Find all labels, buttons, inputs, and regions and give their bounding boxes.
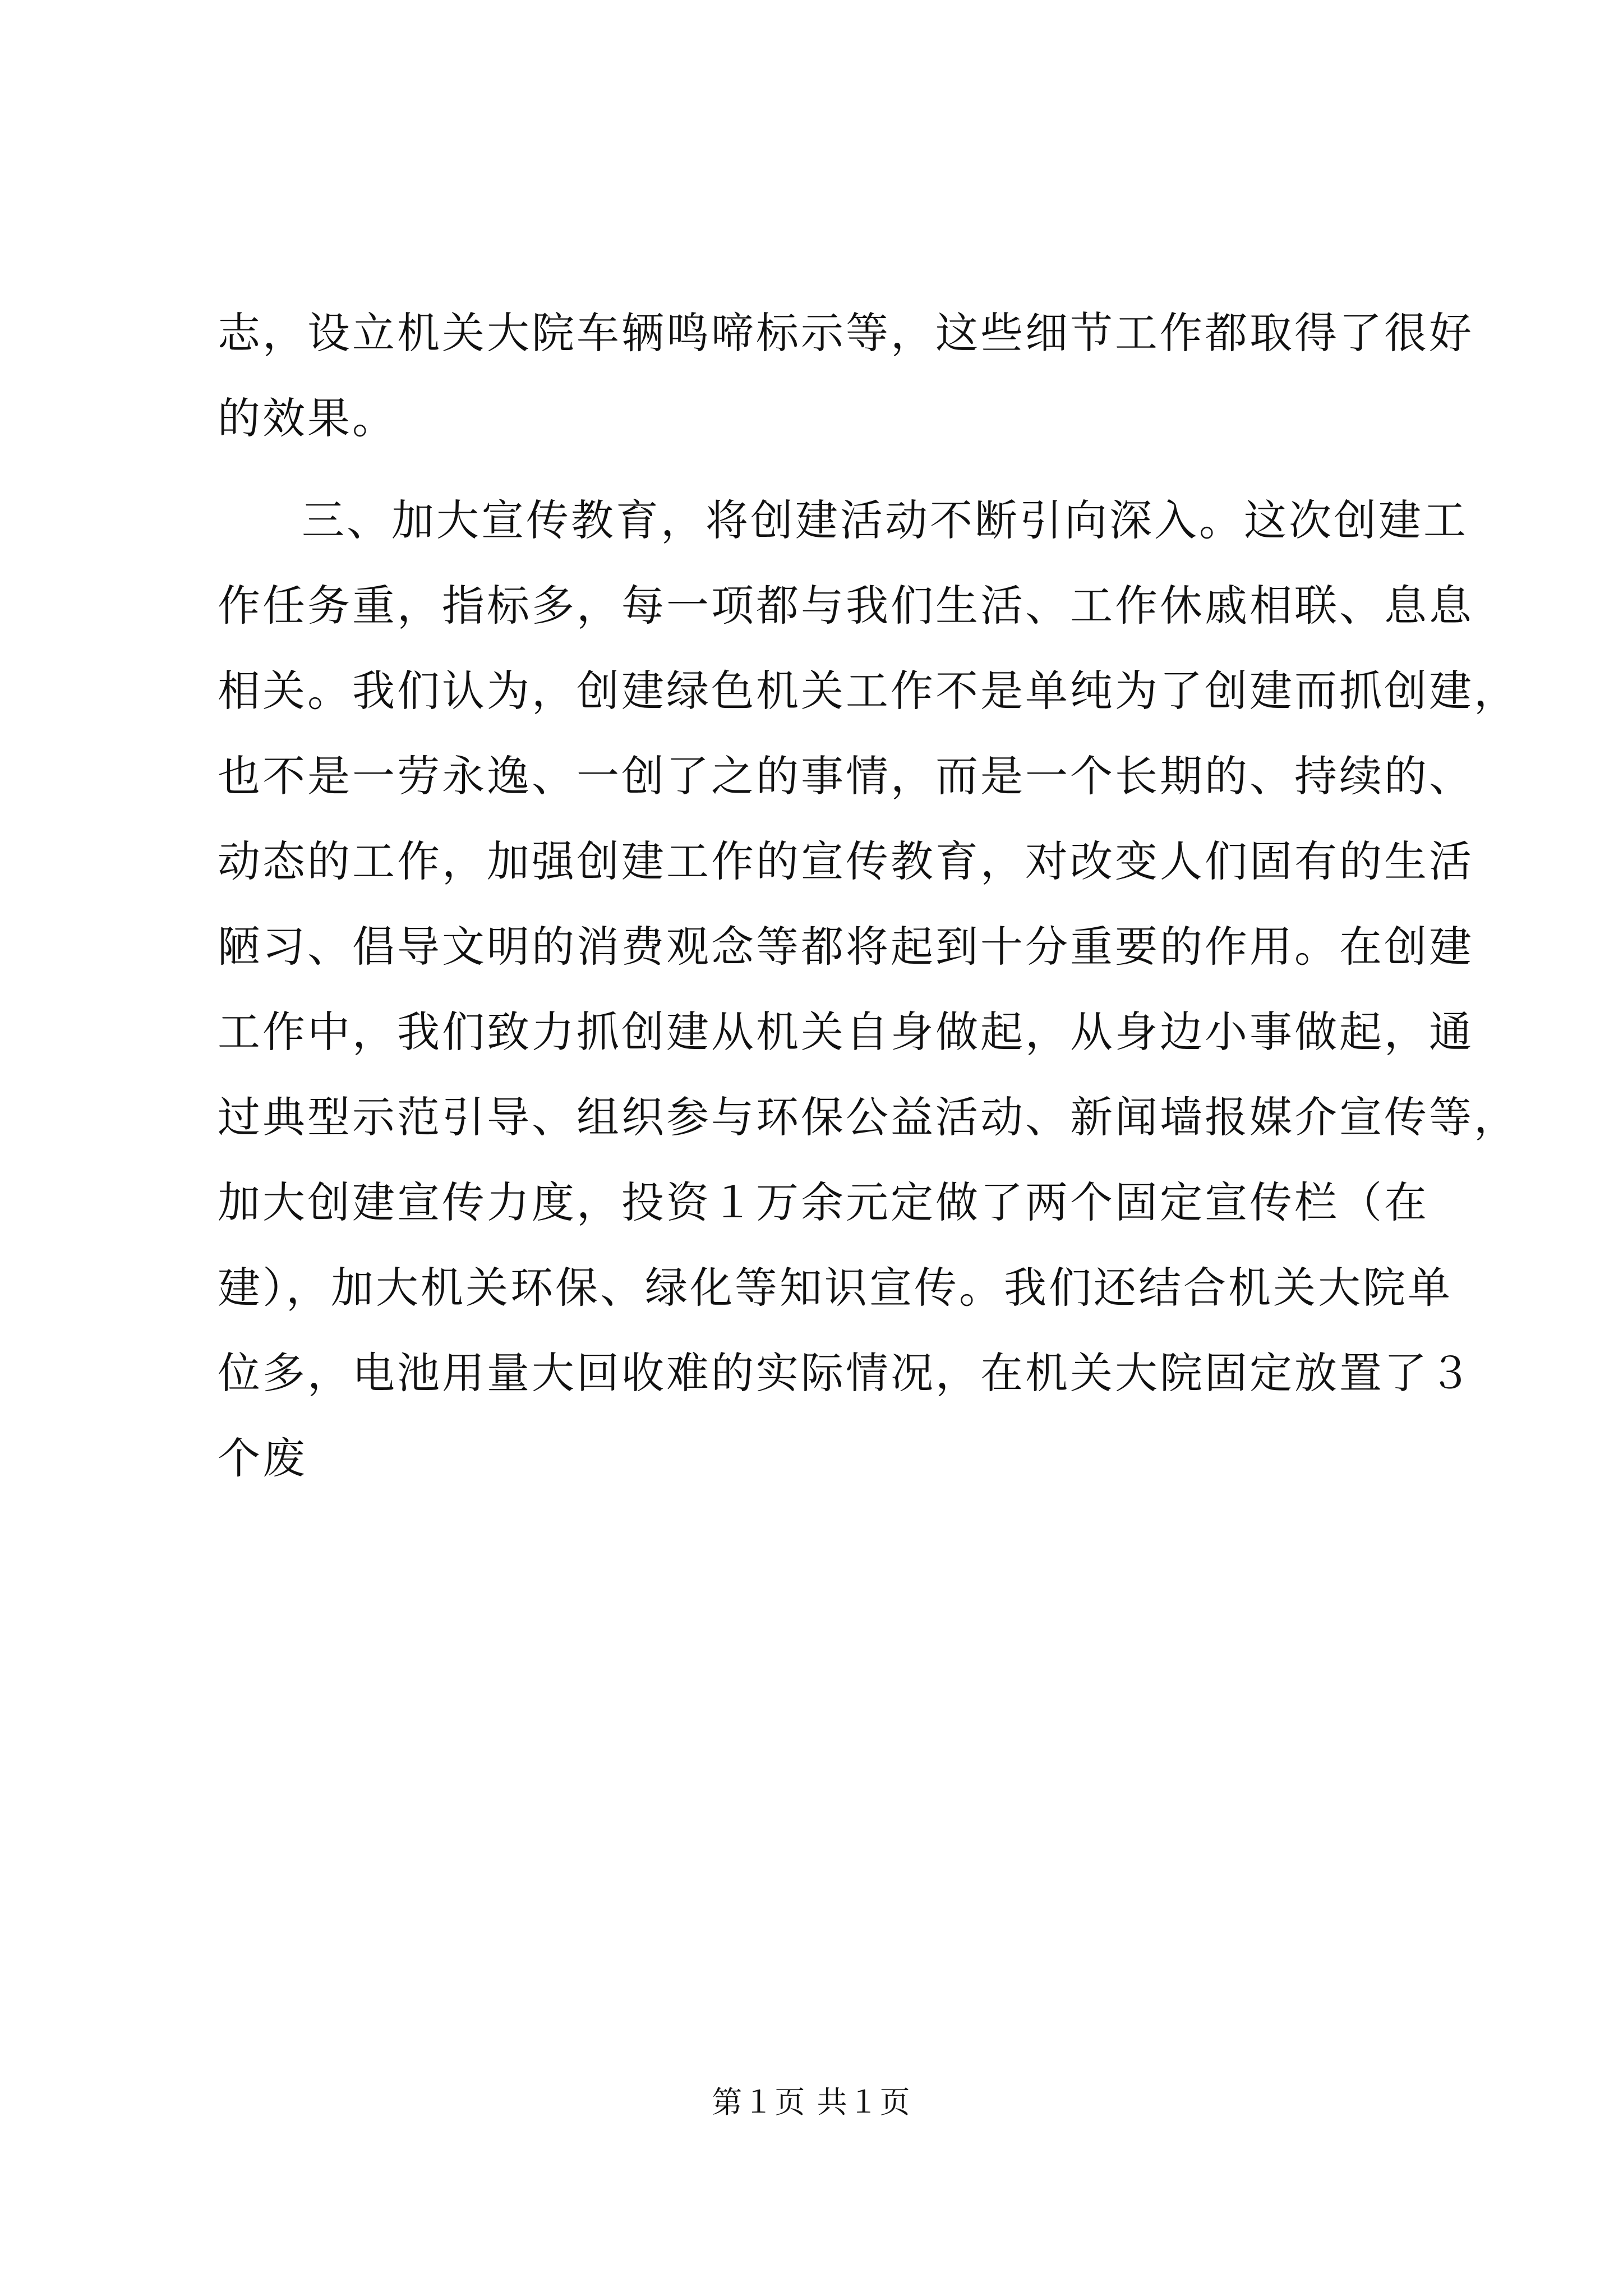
text-line: 个废: [218, 1433, 307, 1483]
text-line: 也不是一劳永逸、一创了之的事情，而是一个长期的、持续的、: [218, 751, 1474, 801]
page-footer: 第１页 共１页: [712, 2085, 911, 2120]
text-line: 相关。我们认为，创建绿色机关工作不是单纯为了创建而抓创建，: [218, 666, 1519, 716]
text-line: 动态的工作，加强创建工作的宣传教育，对改变人们固有的生活: [218, 836, 1474, 886]
paragraph-1: [218, 291, 1474, 461]
text-line: 志，设立机关大院车辆鸣啼标示等，这些细节工作都取得了很好: [218, 308, 1474, 358]
text-line: 作任务重，指标多，每一项都与我们生活、工作休戚相联、息息: [218, 581, 1474, 631]
document-body: [218, 291, 1519, 1501]
text-line: 陋习、倡导文明的消费观念等都将起到十分重要的作用。在创建: [218, 922, 1474, 972]
paragraph-2: [218, 478, 1519, 1501]
text-line: 加大创建宣传力度，投资１万余元定做了两个固定宣传栏（在: [218, 1177, 1429, 1227]
text-line: 建），加大机关环保、绿化等知识宣传。我们还结合机关大院单: [218, 1263, 1453, 1313]
text-line: 位多，电池用量大回收难的实际情况，在机关大院固定放置了３: [218, 1348, 1474, 1398]
text-line: 工作中，我们致力抓创建从机关自身做起，从身边小事做起，通: [218, 1007, 1474, 1057]
text-line: 的效果。: [218, 393, 397, 443]
text-line: 过典型示范引导、组织参与环保公益活动、新闻墙报媒介宣传等，: [218, 1092, 1519, 1142]
text-line: 三、加大宣传教育，将创建活动不断引向深入。这次创建工: [302, 495, 1468, 545]
